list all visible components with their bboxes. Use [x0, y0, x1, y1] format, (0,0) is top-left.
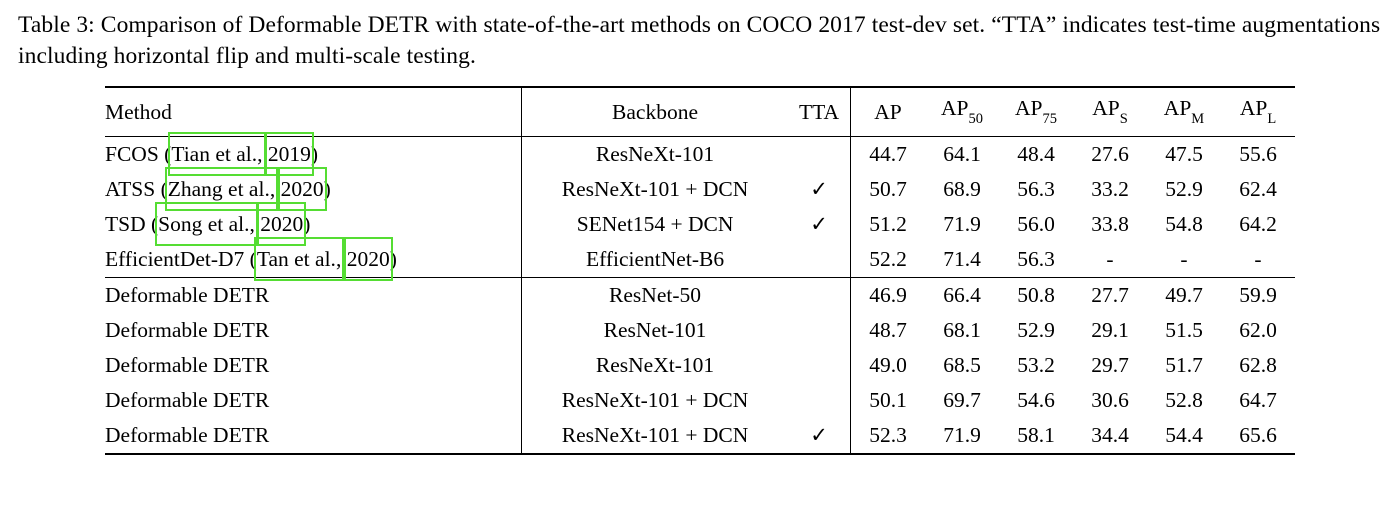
- table-row: [105, 418, 1295, 453]
- citation-author-highlight: Zhang et al.,: [168, 172, 275, 207]
- cell-ap: 50.7: [851, 172, 926, 207]
- cell-aps: 33.8: [1091, 212, 1129, 237]
- cell-aps: 27.7: [1091, 283, 1129, 308]
- cell-backbone: SENet154 + DCN: [522, 207, 788, 242]
- table-caption: [18, 10, 1382, 72]
- cell-ap: 46.9: [851, 278, 926, 313]
- table-row: [105, 348, 1295, 383]
- caption-text: Comparison of Deformable DETR with state-of-the-art methods on COCO 2017 test-dev set. “TTA” indicates test-time augmentations including horizontal flip and multi-scale testing.: [18, 12, 1381, 70]
- table-header-row: [105, 88, 1295, 136]
- cell-method: Deformable DETR: [105, 423, 270, 448]
- cell-ap50: 68.1: [943, 318, 981, 343]
- header-apl: $AP_L$: [1239, 95, 1277, 127]
- cell-aps: 29.1: [1091, 318, 1129, 343]
- cell-tta: ✓: [810, 212, 828, 237]
- citation-author-highlight: Song et al.,: [158, 207, 255, 242]
- cell-aps: 29.7: [1091, 353, 1129, 378]
- cell-tta: ✓: [810, 423, 828, 448]
- cell-backbone: EfficientNet-B6: [522, 242, 788, 277]
- citation-year-highlight: 2020: [260, 207, 303, 242]
- cell-ap75: 58.1: [1017, 423, 1055, 448]
- cell-apl: 62.4: [1239, 177, 1277, 202]
- cell-ap: 52.3: [851, 418, 926, 453]
- cell-method: Deformable DETR: [105, 353, 270, 378]
- cell-method: Deformable DETR: [105, 318, 270, 343]
- cell-method: Deformable DETR: [105, 388, 270, 413]
- cell-aps: 27.6: [1091, 142, 1129, 167]
- table-row: [105, 207, 1295, 242]
- cell-apl: 55.6: [1239, 142, 1277, 167]
- header-apm: $AP_M$: [1163, 95, 1205, 127]
- header-ap50: $AP_{50}$: [941, 95, 983, 127]
- cell-ap75: 56.3: [1017, 247, 1055, 272]
- cell-backbone: ResNet-101: [522, 313, 788, 348]
- cell-apm: 51.5: [1165, 318, 1203, 343]
- cell-backbone: ResNeXt-101 + DCN: [522, 383, 788, 418]
- citation-author-highlight: Tan et al.,: [257, 242, 341, 277]
- cell-backbone: ResNeXt-101 + DCN: [522, 418, 788, 453]
- cell-ap: 50.1: [851, 383, 926, 418]
- header-backbone: Backbone: [522, 88, 788, 136]
- cell-method: Deformable DETR: [105, 283, 270, 308]
- cell-ap50: 71.9: [943, 423, 981, 448]
- citation-year-highlight: 2019: [268, 137, 311, 172]
- header-ap: AP: [851, 88, 926, 136]
- cell-apl: -: [1254, 247, 1262, 272]
- cell-ap75: 50.8: [1017, 283, 1055, 308]
- cell-apm: 54.8: [1165, 212, 1203, 237]
- results-table: [105, 86, 1295, 455]
- table-row: [105, 242, 1295, 277]
- cell-apl: 59.9: [1239, 283, 1277, 308]
- table-row: [105, 172, 1295, 207]
- header-aps: $AP_S$: [1092, 95, 1128, 127]
- table-row: [105, 278, 1295, 313]
- cell-apm: 49.7: [1165, 283, 1203, 308]
- cell-apl: 62.0: [1239, 318, 1277, 343]
- header-ap75: $AP_{75}$: [1015, 95, 1057, 127]
- cell-apl: 64.2: [1239, 212, 1277, 237]
- caption-label: Table 3:: [18, 12, 95, 38]
- cell-ap75: 53.2: [1017, 353, 1055, 378]
- cell-backbone: ResNeXt-101: [522, 348, 788, 383]
- cell-ap75: 56.0: [1017, 212, 1055, 237]
- table-row: [105, 383, 1295, 418]
- citation-year-highlight: 2020: [347, 242, 390, 277]
- cell-tta: [788, 137, 851, 172]
- cell-ap: 49.0: [851, 348, 926, 383]
- cell-method: ATSS (Zhang et al., 2020): [105, 172, 522, 207]
- cell-tta: [788, 313, 851, 348]
- header-method: Method: [105, 99, 172, 124]
- cell-apm: 54.4: [1165, 423, 1203, 448]
- table-row: [105, 137, 1295, 172]
- cell-apm: -: [1180, 247, 1188, 272]
- cell-ap: 52.2: [851, 242, 926, 277]
- cell-tta: [788, 278, 851, 313]
- cell-ap50: 66.4: [943, 283, 981, 308]
- cell-backbone: ResNeXt-101: [522, 137, 788, 172]
- cell-apm: 52.8: [1165, 388, 1203, 413]
- cell-aps: 34.4: [1091, 423, 1129, 448]
- cell-ap: 51.2: [851, 207, 926, 242]
- cell-ap: 44.7: [851, 137, 926, 172]
- cell-method: TSD (Song et al., 2020): [105, 207, 522, 242]
- cell-tta: [788, 242, 851, 277]
- cell-backbone: ResNeXt-101 + DCN: [522, 172, 788, 207]
- cell-aps: 30.6: [1091, 388, 1129, 413]
- cell-apm: 52.9: [1165, 177, 1203, 202]
- cell-ap75: 48.4: [1017, 142, 1055, 167]
- cell-apl: 65.6: [1239, 423, 1277, 448]
- cell-ap50: 71.4: [943, 247, 981, 272]
- cell-apl: 62.8: [1239, 353, 1277, 378]
- cell-apm: 47.5: [1165, 142, 1203, 167]
- cell-aps: 33.2: [1091, 177, 1129, 202]
- table-row: [105, 313, 1295, 348]
- cell-ap50: 68.9: [943, 177, 981, 202]
- cell-method: FCOS (Tian et al., 2019): [105, 137, 522, 172]
- cell-ap50: 64.1: [943, 142, 981, 167]
- cell-tta: [788, 383, 851, 418]
- cell-tta: ✓: [810, 177, 828, 202]
- citation-year-highlight: 2020: [281, 172, 324, 207]
- citation-author-highlight: Tian et al.,: [171, 137, 262, 172]
- table-bottom-rule: [105, 453, 1295, 455]
- cell-ap75: 54.6: [1017, 388, 1055, 413]
- cell-ap75: 56.3: [1017, 177, 1055, 202]
- cell-backbone: ResNet-50: [522, 278, 788, 313]
- cell-tta: [788, 348, 851, 383]
- cell-apm: 51.7: [1165, 353, 1203, 378]
- cell-aps: -: [1106, 247, 1114, 272]
- cell-ap50: 68.5: [943, 353, 981, 378]
- header-tta: TTA: [798, 99, 840, 124]
- cell-apl: 64.7: [1239, 388, 1277, 413]
- cell-ap75: 52.9: [1017, 318, 1055, 343]
- cell-ap50: 71.9: [943, 212, 981, 237]
- cell-ap50: 69.7: [943, 388, 981, 413]
- cell-ap: 48.7: [851, 313, 926, 348]
- cell-method: EfficientDet-D7 (Tan et al., 2020): [105, 242, 522, 277]
